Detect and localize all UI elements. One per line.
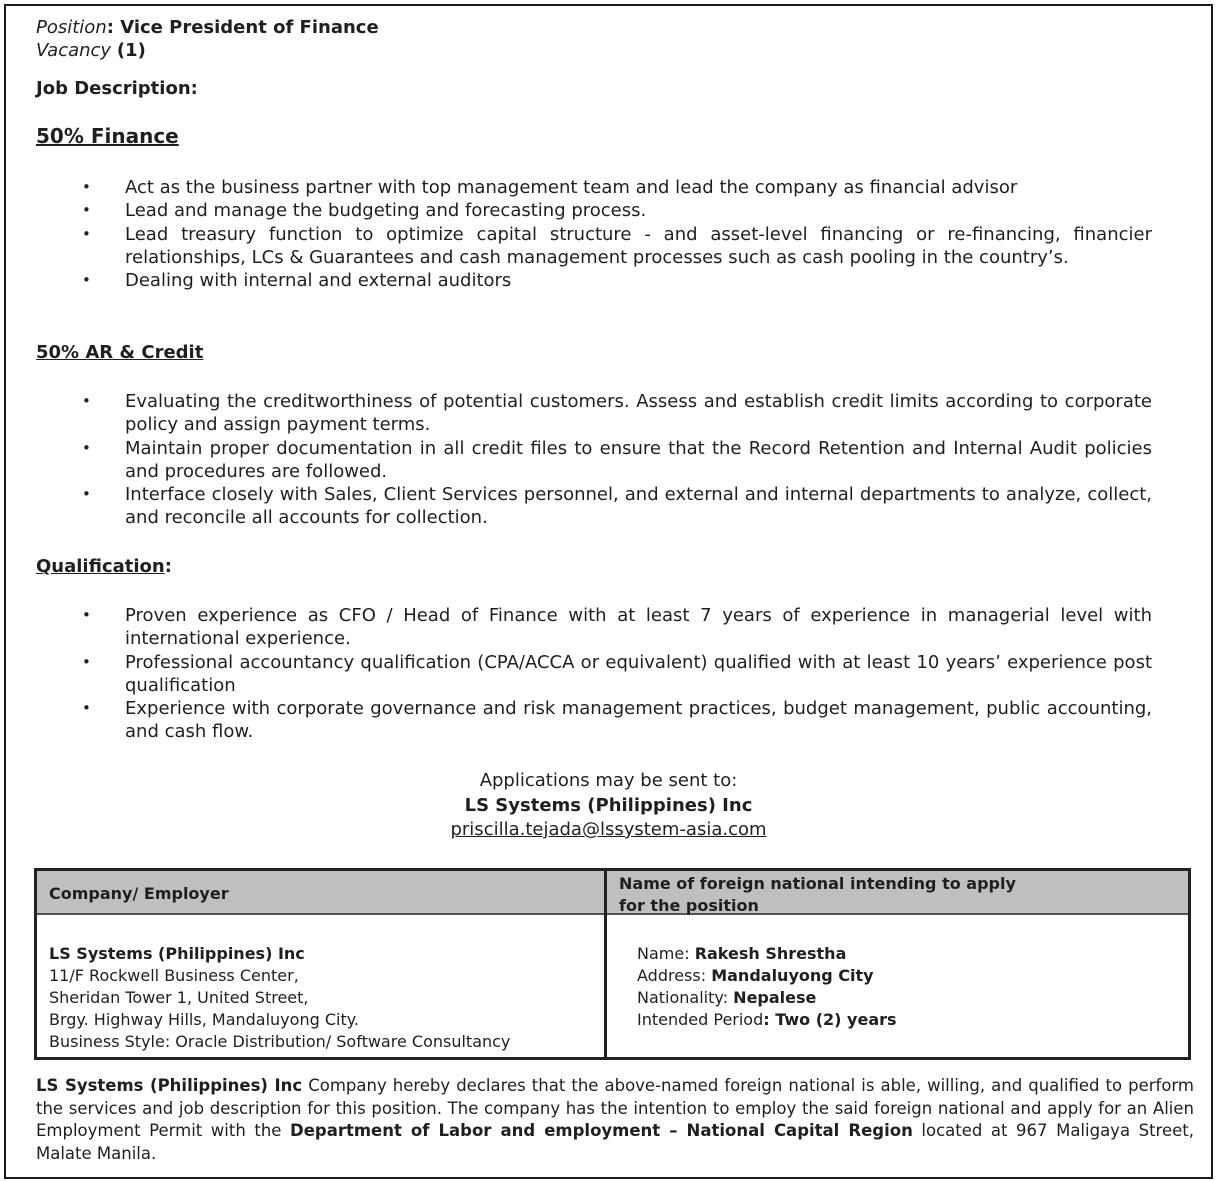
list-item: • Professional accountancy qualification (CPA/ACCA or equivalent) qualified with at least 10 years’ experience post qualification [6, 651, 1152, 698]
vacancy-label: Vacancy [36, 40, 112, 61]
employer-address-line: Sheridan Tower 1, United Street, [49, 988, 309, 1007]
employer-address-line: 11/F Rockwell Business Center, [49, 966, 299, 985]
list-item: • Lead and manage the budgeting and forecasting process. [6, 199, 1152, 222]
list-item: • Act as the business partner with top management team and lead the company as financial advisor [6, 176, 1152, 199]
applications-email-link[interactable]: priscilla.tejada@lssystem-asia.com [450, 819, 767, 840]
col-company-header: Company/ Employer [49, 884, 229, 903]
address-value: Mandaluyong City [711, 966, 874, 985]
vacancy-line [36, 39, 146, 62]
foreign-national-address [637, 965, 874, 987]
list-item: • Proven experience as CFO / Head of Finance with at least 7 years of experience in managerial level with international experience. [6, 604, 1152, 651]
list-item: • Interface closely with Sales, Client Services personnel, and external and internal departments to analyze, collect, and reconcile all accounts for collection. [6, 483, 1152, 530]
declaration-text-2: located at 967 Maligaya Street, Malate Manila. [36, 1121, 1194, 1163]
ar-credit-heading: 50% AR & Credit [36, 342, 204, 363]
position-label: Position [36, 17, 107, 38]
job-description-heading: Job Description: [36, 78, 198, 99]
foreign-national-name [637, 943, 846, 965]
name-label: Name: [637, 944, 695, 963]
applications-company: LS Systems (Philippines) Inc [464, 795, 753, 816]
employer-company-name: LS Systems (Philippines) Inc [49, 944, 305, 963]
period-label: Intended Period [637, 1010, 764, 1029]
name-value: Rakesh Shrestha [694, 944, 847, 963]
nationality-value: Nepalese [733, 988, 817, 1007]
table-column-divider [604, 871, 607, 1057]
position-line: Position: Vice President of Finance [36, 17, 379, 38]
job-notice-page [4, 4, 1213, 1179]
ar-credit-list [6, 390, 1152, 530]
col-foreign-national-header-line1: Name of foreign national intending to apply [619, 874, 1016, 893]
list-item: • Experience with corporate governance and risk management practices, budget management, public accounting, and cash flow. [6, 697, 1152, 744]
list-item: • Maintain proper documentation in all credit files to ensure that the Record Retention and Internal Audit policies and procedures are followed. [6, 437, 1152, 484]
position-value: Vice President of Finance [120, 17, 379, 38]
qualification-list [6, 604, 1152, 744]
period-value: : Two (2) years [763, 1010, 897, 1029]
applications-email-line [6, 818, 1211, 842]
declaration-paragraph [36, 1075, 1194, 1165]
employer-business-style: Business Style: Oracle Distribution/ Software Consultancy [49, 1032, 511, 1051]
list-item: • Dealing with internal and external auditors [6, 269, 1152, 292]
col-foreign-national-header-line2: for the position [619, 896, 759, 915]
foreign-national-period [637, 1009, 897, 1031]
nationality-label: Nationality: [637, 988, 734, 1007]
finance-list [6, 176, 1152, 292]
finance-heading: 50% Finance [36, 124, 179, 148]
foreign-national-nationality [637, 987, 816, 1009]
list-item: • Evaluating the creditworthiness of potential customers. Assess and establish credit limits according to corporate policy and assign payment terms. [6, 390, 1152, 437]
declaration-department: Department of Labor and employment – National Capital Region [290, 1121, 913, 1140]
vacancy-value: (1) [116, 40, 146, 61]
declaration-text-1: Company hereby declares that the above-named foreign national is able, willing, and qualified to perform the services and job description for this position. The company has the intention to employ the said foreign national and apply for an Alien Employment Permit with the [36, 1076, 1194, 1140]
employer-address-line: Brgy. Highway Hills, Mandaluyong City. [49, 1010, 359, 1029]
employer-info-table [34, 868, 1191, 1060]
address-label: Address: [637, 966, 712, 985]
declaration-company: LS Systems (Philippines) Inc [36, 1076, 303, 1095]
qualification-heading-line: Qualification: [36, 556, 172, 577]
applications-intro: Applications may be sent to: [479, 770, 738, 791]
qualification-heading: Qualification [36, 556, 165, 577]
list-item: • Lead treasury function to optimize capital structure - and asset-level financing or re-financing, financier relationships, LCs & Guarantees and cash management processes such as cash pooling in the country’s. [6, 223, 1152, 270]
